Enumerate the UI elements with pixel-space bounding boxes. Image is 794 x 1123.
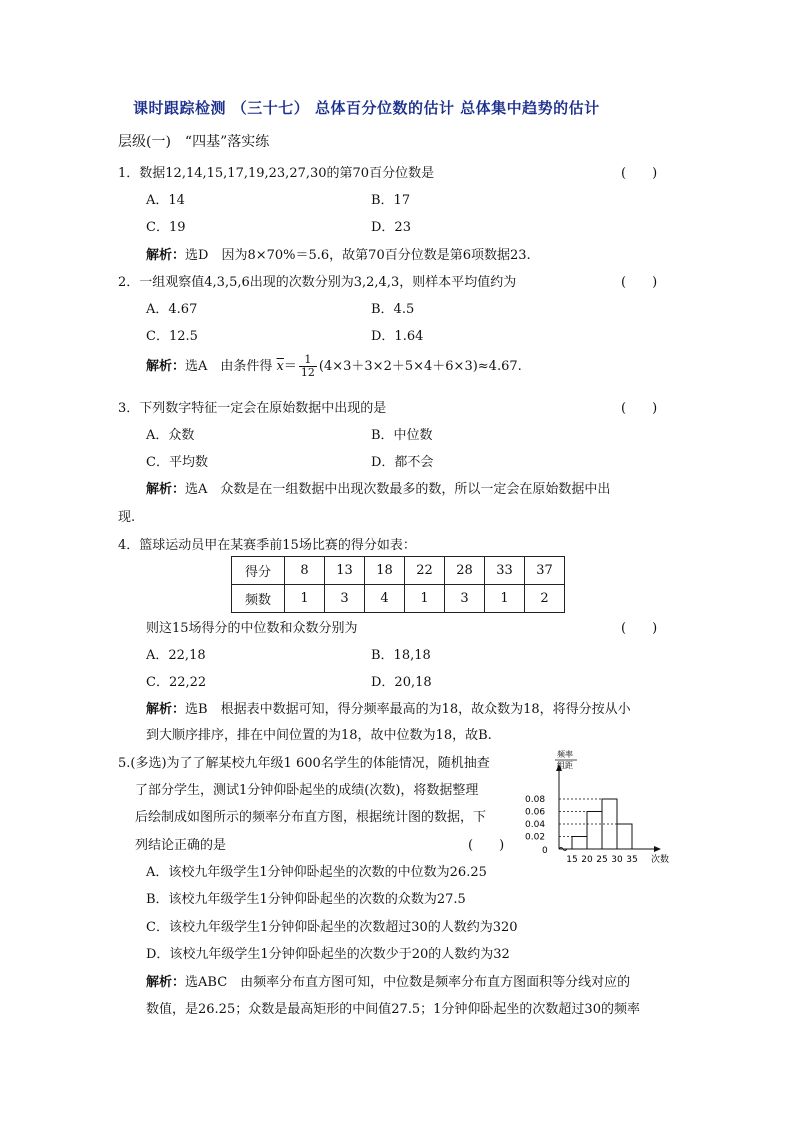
q3-option-d: D．都不会 xyxy=(371,455,434,470)
table-cell: 3 xyxy=(445,585,485,613)
q3-solution-label: 解析： xyxy=(146,482,186,497)
q1-option-d: D．23 xyxy=(371,220,411,235)
table-cell: 3 xyxy=(325,585,365,613)
q1-option-a: A．14 xyxy=(146,193,185,208)
q3-solution-line1 xyxy=(146,478,610,497)
x-tick-label: 30 xyxy=(611,855,623,865)
q4-solution-line2: 到大顺序排序，排在中间位置的为18，故中位数为18，故B. xyxy=(146,728,492,743)
q1-answer-blank: ( ) xyxy=(621,166,658,181)
q5-option-d: D．该校九年级学生1分钟仰卧起坐的次数少于20的人数约为32 xyxy=(146,947,510,962)
table-cell: 28 xyxy=(445,557,485,585)
table-cell: 8 xyxy=(285,557,325,585)
q2-solution xyxy=(146,352,522,382)
q4-option-a: A．22,18 xyxy=(146,648,206,663)
table-row xyxy=(232,557,565,585)
q3-option-a: A．众数 xyxy=(146,428,195,443)
q5-answer-blank: ( ) xyxy=(468,838,505,853)
q3-solution-text: 选A 众数是在一组数据中出现次数最多的数，所以一定会在原始数据中出 xyxy=(185,482,611,497)
q3-solution-line2: 现. xyxy=(118,510,136,525)
q1-solution-text: 选D 因为8×70%＝5.6，故第70百分位数是第6项数据23. xyxy=(185,248,531,263)
q5-option-b: B．该校九年级学生1分钟仰卧起坐的次数的众数为27.5 xyxy=(146,892,466,907)
table-cell: 1 xyxy=(285,585,325,613)
table-cell: 1 xyxy=(485,585,525,613)
table-cell: 2 xyxy=(525,585,565,613)
q5-solution-text: 选ABC 由频率分布直方图可知，中位数是频率分布直方图面积等分线对应的 xyxy=(185,975,631,990)
q5-option-a: A．该校九年级学生1分钟仰卧起坐的次数的中位数为26.25 xyxy=(146,865,487,880)
table-cell: 13 xyxy=(325,557,365,585)
fraction xyxy=(299,354,317,379)
table-cell: 22 xyxy=(405,557,445,585)
table-cell: 37 xyxy=(525,557,565,585)
y-tick-label: 0.08 xyxy=(525,795,546,805)
x-tick-label: 35 xyxy=(626,855,638,865)
histogram-bar xyxy=(617,824,632,849)
y-tick-label: 0.02 xyxy=(525,832,546,843)
q4-stem-2: 则这15场得分的中位数和众数分别为 xyxy=(146,621,358,636)
q1-option-c: C．19 xyxy=(146,220,186,235)
q5-stem-line3: 后绘制成如图所示的频率分布直方图，根据统计图的数据，下 xyxy=(135,810,487,825)
histogram-bar xyxy=(587,812,602,850)
y-tick-label: 0.06 xyxy=(525,807,546,818)
table-header-score: 得分 xyxy=(232,557,285,585)
x-tick-label: 20 xyxy=(581,855,593,865)
q1-option-b: B．17 xyxy=(371,193,411,208)
fraction-numerator: 1 xyxy=(299,354,317,367)
q5-stem-line2: 了部分学生，测试1分钟仰卧起坐的成绩(次数)，将数据整理 xyxy=(135,783,479,798)
y-tick-label: 0.04 xyxy=(525,820,546,830)
score-table xyxy=(231,556,565,613)
q2-option-b: B．4.5 xyxy=(371,302,415,317)
q2-option-a: A．4.67 xyxy=(146,302,198,317)
q1-solution xyxy=(146,244,531,263)
q1-stem: 1．数据12,14,15,17,19,23,27,30的第70百分位数是 xyxy=(118,166,435,181)
q4-option-c: C．22,22 xyxy=(146,675,207,690)
table-cell: 33 xyxy=(485,557,525,585)
q4-solution-line1 xyxy=(146,698,631,717)
q5-solution-line2: 数值，是26.25；众数是最高矩形的中间值27.5；1分钟仰卧起坐的次数超过30的频率 xyxy=(146,1002,640,1017)
q2-stem: 2．一组观察值4,3,5,6出现的次数分别为3,2,4,3，则样本平均值约为 xyxy=(118,275,517,290)
x-tick-label: 15 xyxy=(566,855,578,865)
q5-solution-label: 解析： xyxy=(146,975,186,990)
x-axis-arrow xyxy=(654,846,661,852)
q2-answer-blank: ( ) xyxy=(621,275,658,290)
q4-solution-label: 解析： xyxy=(146,702,186,717)
frequency-histogram xyxy=(522,744,682,866)
histogram-bar xyxy=(572,837,587,850)
q2-solution-label: 解析： xyxy=(146,359,186,374)
x-tick-label: 25 xyxy=(596,855,608,865)
q4-stem: 4．篮球运动员甲在某赛季前15场比赛的得分如表： xyxy=(118,538,416,553)
x-axis-label: 次数 xyxy=(651,855,670,865)
q2-solution-post: (4×3＋3×2＋5×4＋6×3)≈4.67. xyxy=(318,359,522,374)
table-cell: 4 xyxy=(365,585,405,613)
q4-option-d: D．20,18 xyxy=(371,675,432,690)
q3-option-b: B．中位数 xyxy=(371,428,433,443)
level-heading: 层级(一) “四基”落实练 xyxy=(118,134,270,150)
fraction-denominator: 12 xyxy=(300,366,315,379)
q3-option-c: C．平均数 xyxy=(146,455,208,470)
q2-option-d: D．1.64 xyxy=(371,329,424,344)
origin-label: 0 xyxy=(542,846,548,856)
y-axis-label-top: 频率 xyxy=(557,750,573,759)
q4-answer-blank: ( ) xyxy=(621,621,658,636)
q3-answer-blank: ( ) xyxy=(621,401,658,416)
mean-symbol: $\overline{x}$ xyxy=(276,359,284,374)
q5-option-c: C．该校九年级学生1分钟仰卧起坐的次数超过30的人数约为320 xyxy=(146,920,518,935)
table-header-frequency: 频数 xyxy=(232,585,285,613)
q4-solution-text: 选B 根据表中数据可知，得分频率最高的为18，故众数为18，将得分按从小 xyxy=(185,702,631,717)
table-cell: 18 xyxy=(365,557,405,585)
q5-stem-line4: 列结论正确的是 xyxy=(135,838,227,853)
q3-stem: 3．下列数字特征一定会在原始数据中出现的是 xyxy=(118,401,387,416)
table-row xyxy=(232,585,565,613)
q4-option-b: B．18,18 xyxy=(371,648,431,663)
q1-solution-label: 解析： xyxy=(146,248,186,263)
table-cell: 1 xyxy=(405,585,445,613)
q5-solution-line1 xyxy=(146,971,630,990)
q2-option-c: C．12.5 xyxy=(146,329,198,344)
q5-stem-line1: 5.(多选)为了了解某校九年级1 600名学生的体能情况，随机抽查 xyxy=(118,756,490,771)
page-title: 课时跟踪检测 （三十七） 总体百分位数的估计 总体集中趋势的估计 xyxy=(133,99,600,117)
q2-solution-pre: 选A 由条件得 xyxy=(185,359,273,374)
y-axis-label-bottom: 组距 xyxy=(557,761,573,770)
equals-sign: ＝ xyxy=(283,359,297,374)
